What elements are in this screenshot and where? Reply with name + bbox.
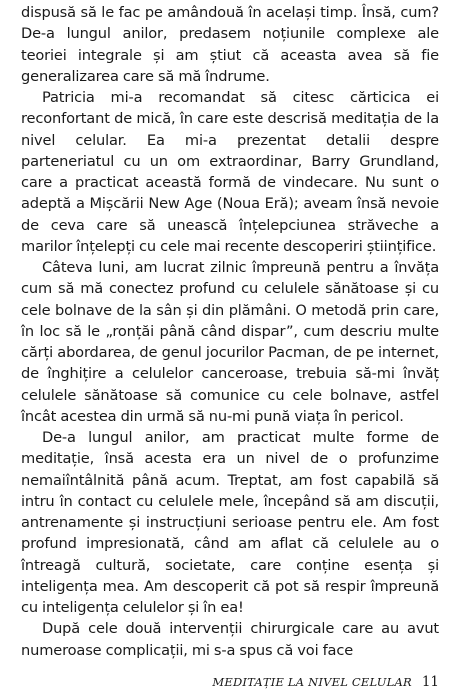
paragraph-4: De-a lungul anilor, am practicat multe forme de meditație, însă acesta era un nivel de o profunzime nemaiîntâlnită până acum. Treptat, am fost capabilă să intru în contact cu celulele mele, începând să am discuții, antrenamente și instrucțiuni serioase pentru ele. Am fost profund impresionată, când am aflat că celulele au o întreagă cultură, societate, care conține esența și inteligența mea. Am descoperit că pot să respir împreună cu inteligența celulelor și în ea!	[21, 429, 439, 616]
paragraph-1: dispusă să le fac pe amândouă în același timp. Însă, cum? De-a lungul anilor, predasem noțiunile complexe ale teoriei integrale și am știut că aceasta avea să fie generalizarea care să mă îndrume.	[21, 4, 439, 85]
page-body	[21, 2, 439, 661]
page-footer	[21, 674, 439, 690]
page-number: 11	[421, 674, 439, 690]
text-block	[21, 2, 439, 661]
paragraph-5: După cele două intervenții chirurgicale care au avut numeroase complicații, mi s-a spus că voi face	[21, 620, 439, 659]
paragraph-2: Patricia mi-a recomandat să citesc cărticica ei reconfortant de mică, în care este descrisă meditația de la nivel celular. Ea mi-a prezentat detalii despre parteneriatul cu un om extraordinar, Barry Grundland, care a practicat această formă de vindecare. Nu sunt o adeptă a Mișcării New Age (Noua Eră); aveam însă nevoie de ceva care să unească înțelepciunea străveche a marilor înțelepți cu cele mai recente descoperiri științifice.	[21, 89, 439, 255]
running-head: MEDITAȚIE LA NIVEL CELULAR	[212, 675, 412, 689]
paragraph-3: Câteva luni, am lucrat zilnic împreună pentru a învăța cum să mă conectez profund cu celulele sănătoase și cu cele bolnave de la sân și din plămâni. O metodă prin care, în loc să le „ronțăi până când dispar”, cum descriu multe cărți abordarea, de genul jocurilor Pacman, de pe internet, de înghițire a celulelor canceroase, trebuia să-mi învăț celulele sănătoase să comunice cu cele bolnave, astfel încât acestea din urmă să nu-mi pună viața în pericol.	[21, 259, 439, 425]
